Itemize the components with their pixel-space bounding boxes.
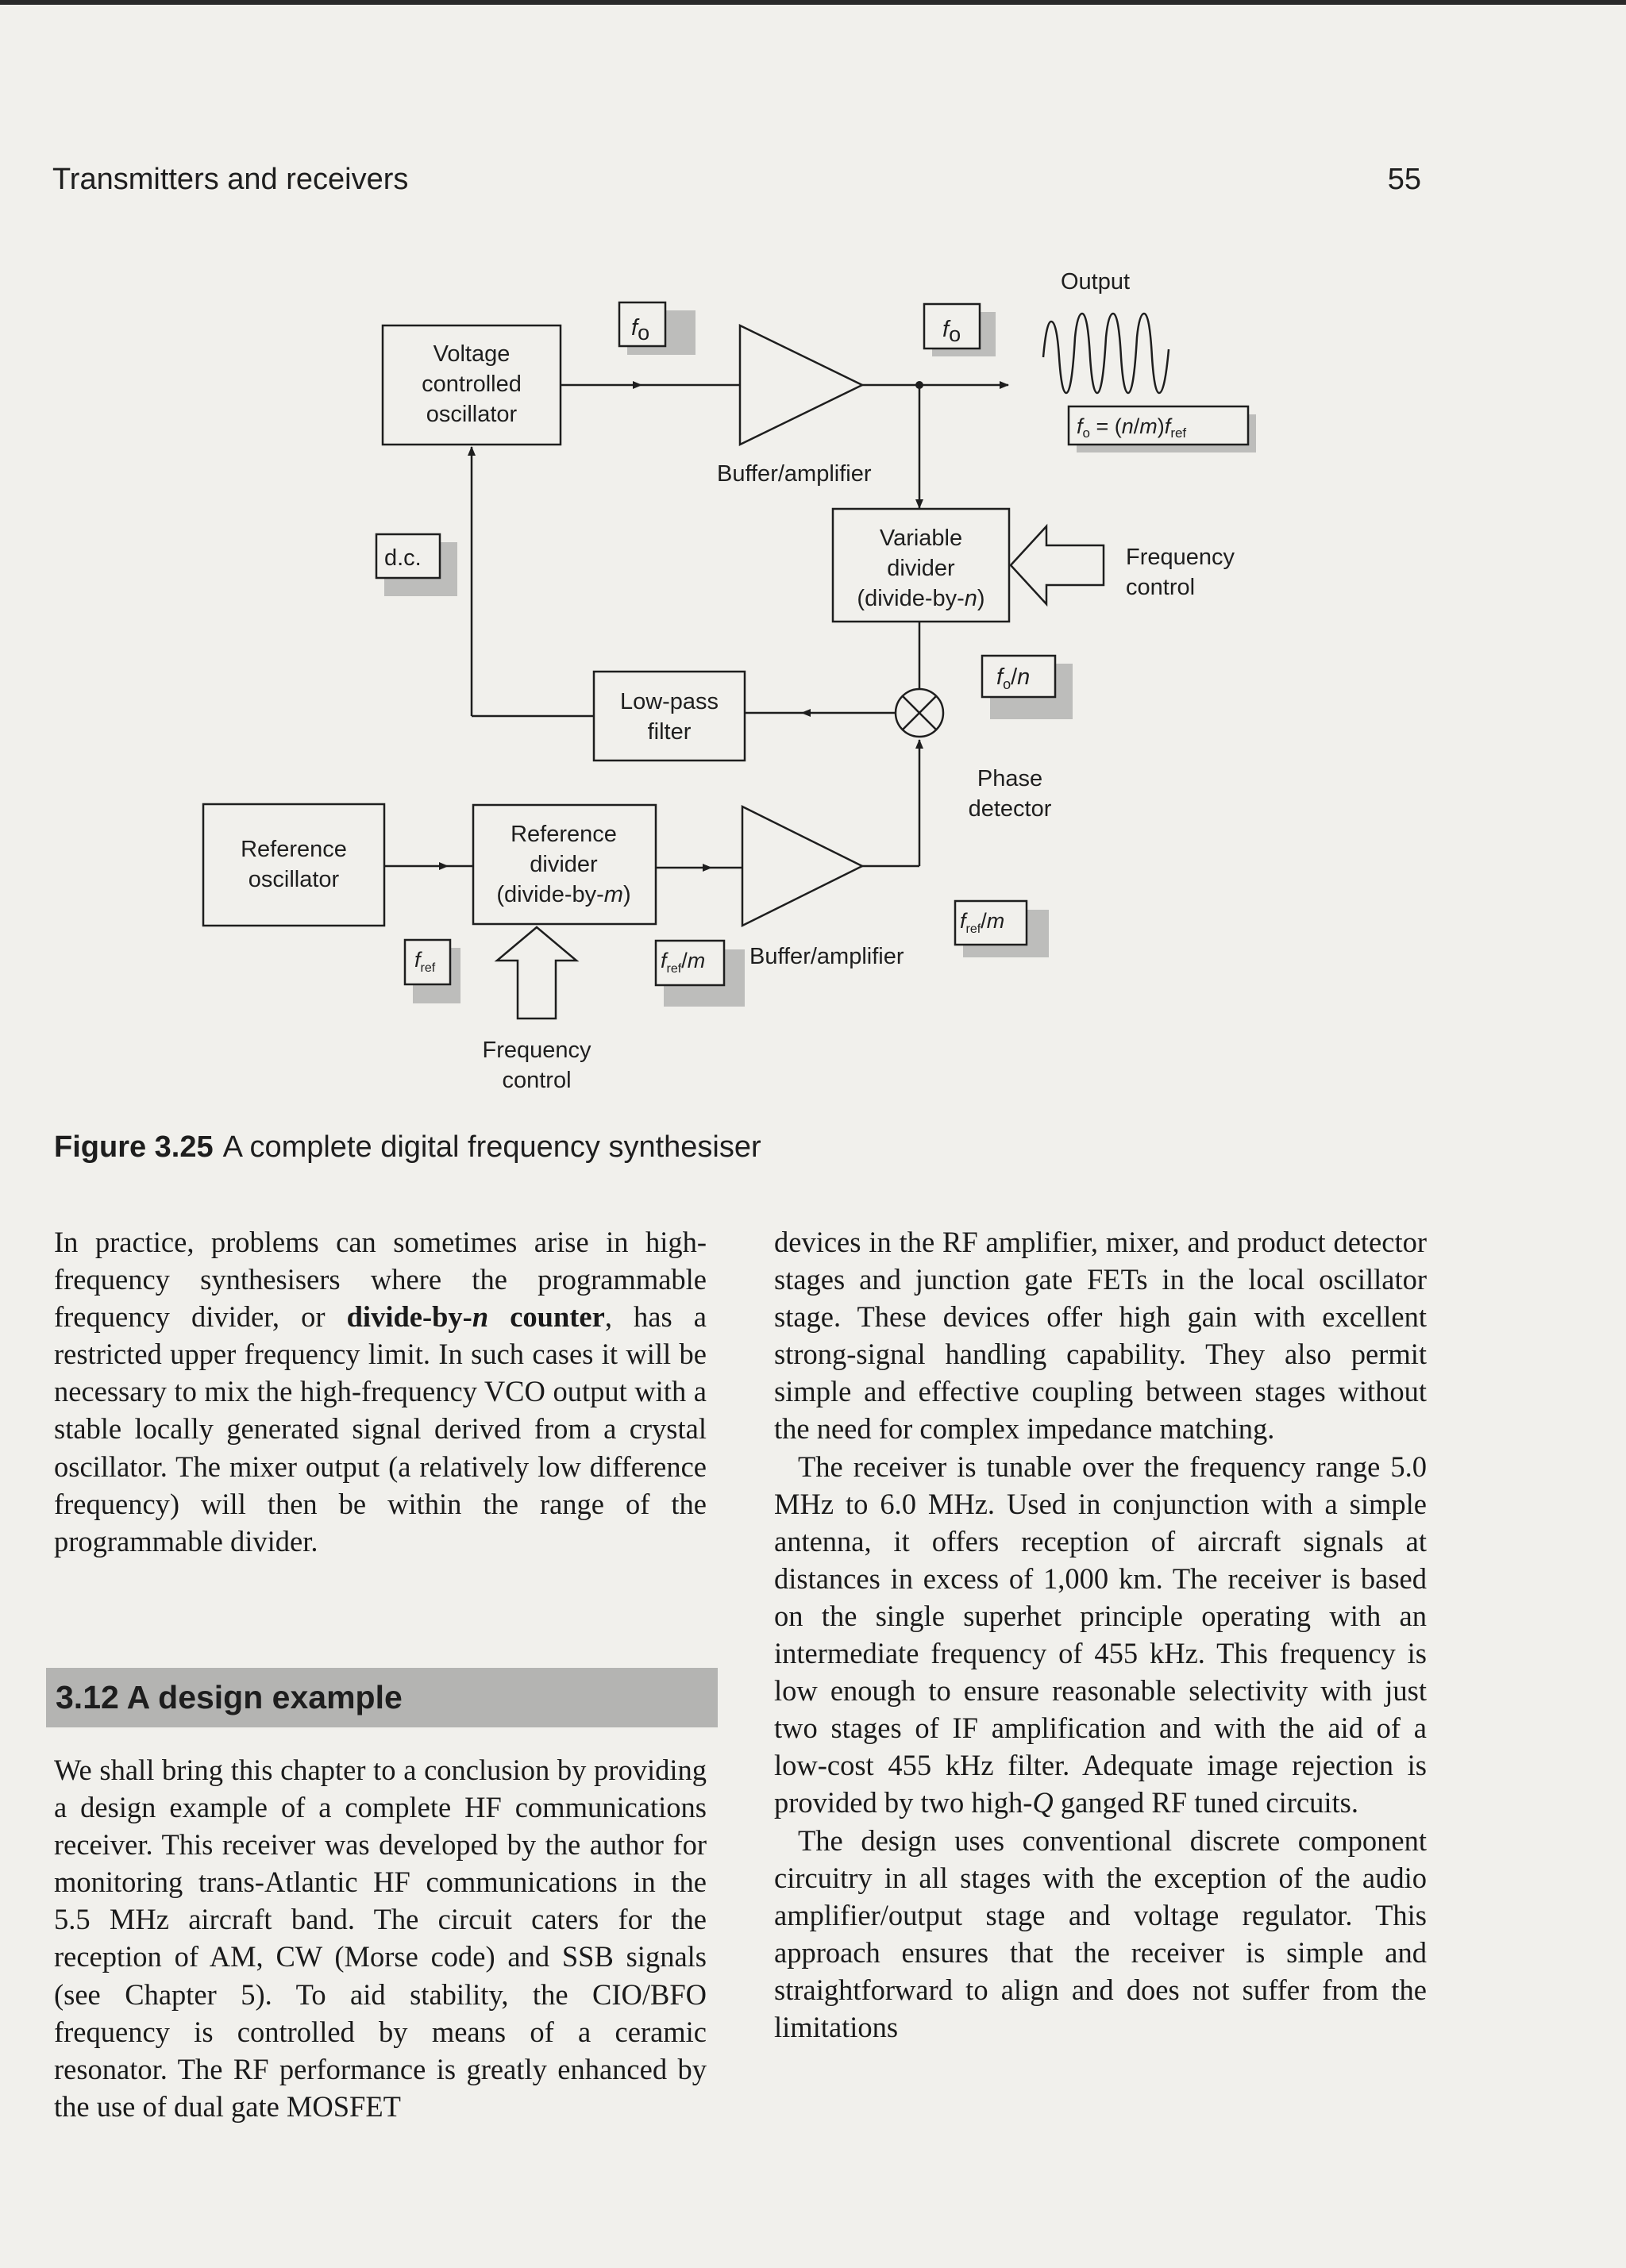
right-column <box>774 1223 1427 2046</box>
fo-tag-text-1: fo <box>631 315 650 345</box>
fo-tag-text-2: fo <box>942 317 961 346</box>
fref-tag-text: $f_{ref}$ <box>414 948 436 975</box>
buffer-amplifier-bottom-label: Buffer/amplifier <box>749 944 904 969</box>
vco-label-2: controlled <box>422 372 522 397</box>
output-waveform <box>1043 314 1169 393</box>
figure-caption <box>54 1130 761 1165</box>
variable-divider-label-2: divider <box>887 556 955 581</box>
buffer-amplifier-top <box>740 325 862 445</box>
frequency-control-arrow-bottom <box>497 927 576 1018</box>
fon-tag-text: $f_o/n$ <box>996 664 1031 692</box>
reference-oscillator-label-2: oscillator <box>248 867 340 892</box>
variable-divider-label-1: Variable <box>879 526 963 551</box>
figure-caption-text: A complete digital frequency synthesiser <box>222 1130 761 1164</box>
reference-divider-label-1: Reference <box>511 822 617 847</box>
phase-detector-label-1: Phase <box>977 766 1043 791</box>
paragraph-design-uses: The design uses conventional discrete component circuitry in all stages with the exception of the audio amplifier/output stage and voltage regulator. This approach ensures that the receiver is simple and straightforward to align and does not suffer from the limitations <box>774 1823 1427 2043</box>
frequency-control-bottom-1: Frequency <box>482 1038 591 1063</box>
frequency-synthesiser-diagram <box>0 0 1626 1127</box>
left-column-top <box>54 1223 707 1560</box>
reference-divider-label-3: (divide-by-m) <box>496 882 631 907</box>
frequency-control-bottom-2: control <box>502 1068 572 1093</box>
vco-label-1: Voltage <box>433 341 511 367</box>
paragraph-design-example: We shall bring this chapter to a conclusion by providing a design example of a complete HF communications receiver. This receiver was developed by the author for monitoring trans-Atlantic HF communications in the 5.5 MHz aircraft band. The circuit caters for the reception of AM, CW (Morse code) and SSB signals (see Chapter 5). To aid stability, the CIO/BFO frequency is controlled by means of a ceramic resonator. The RF performance is greatly enhanced by the use of dual gate MOSFET <box>54 1754 707 2123</box>
left-column-bottom <box>54 1751 707 2125</box>
frequency-control-arrow-right <box>1011 526 1104 604</box>
paragraph-practice: In practice, problems can sometimes arise in high-frequency synthesisers where the programmable frequency divider, or divide-by-n counter, has a restricted upper frequency limit. In such cases it will be necessary to mix the high-frequency VCO output with a stable locally generated signal derived from a crystal oscillator. The mixer output (a relatively low difference frequency) will then be within the range of the programmable divider. <box>54 1226 707 1558</box>
section-title: 3.12 A design example <box>56 1679 403 1715</box>
frefm-bottom-text: $f_{ref}/m$ <box>661 949 706 976</box>
reference-divider-label-2: divider <box>530 852 598 877</box>
lowpass-label-2: filter <box>647 719 692 745</box>
frequency-control-right-2: control <box>1126 575 1196 600</box>
variable-divider-label-3: (divide-by-n) <box>857 586 985 611</box>
paragraph-devices: devices in the RF amplifier, mixer, and product detector stages and junction gate FETs in the local oscillator stage. These devices offer high gain with excellent strong-signal handling capability. They also permit simple and effective coupling between stages without the need for complex impedance matching. <box>774 1226 1427 1446</box>
lowpass-filter-box <box>594 672 745 760</box>
buffer-amplifier-top-label: Buffer/amplifier <box>717 461 872 487</box>
reference-oscillator-box <box>203 804 384 926</box>
vco-label-3: oscillator <box>426 402 518 427</box>
buffer-amplifier-bottom <box>742 807 862 926</box>
page-number: 55 <box>1387 163 1421 196</box>
paragraph-tunable: The receiver is tunable over the frequency range 5.0 MHz to 6.0 MHz. Used in conjunction with a simple antenna, it offers reception of aircraft signals at distances in excess of 1,000 km. The receiver is based on the single superhet principle operating with an intermediate frequency of 455 kHz. This frequency is low enough to ensure reasonable selectivity with just two stages of IF amplification and with the aid of a low-cost 455 kHz filter. Adequate image rejection is provided by two high-Q ganged RF tuned circuits. <box>774 1450 1427 1819</box>
lowpass-label-1: Low-pass <box>619 689 719 714</box>
running-title: Transmitters and receivers <box>52 163 409 196</box>
formula-text: fo = (n/m)fref <box>1077 414 1187 441</box>
dc-tag-text: d.c. <box>384 545 422 571</box>
reference-oscillator-label-1: Reference <box>241 837 347 862</box>
figure-number: Figure 3.25 <box>54 1130 214 1164</box>
frequency-control-right-1: Frequency <box>1126 545 1235 570</box>
phase-detector-label-2: detector <box>968 796 1052 822</box>
frefm-right-text: $f_{ref}/m$ <box>960 909 1005 936</box>
output-label: Output <box>1061 269 1131 295</box>
